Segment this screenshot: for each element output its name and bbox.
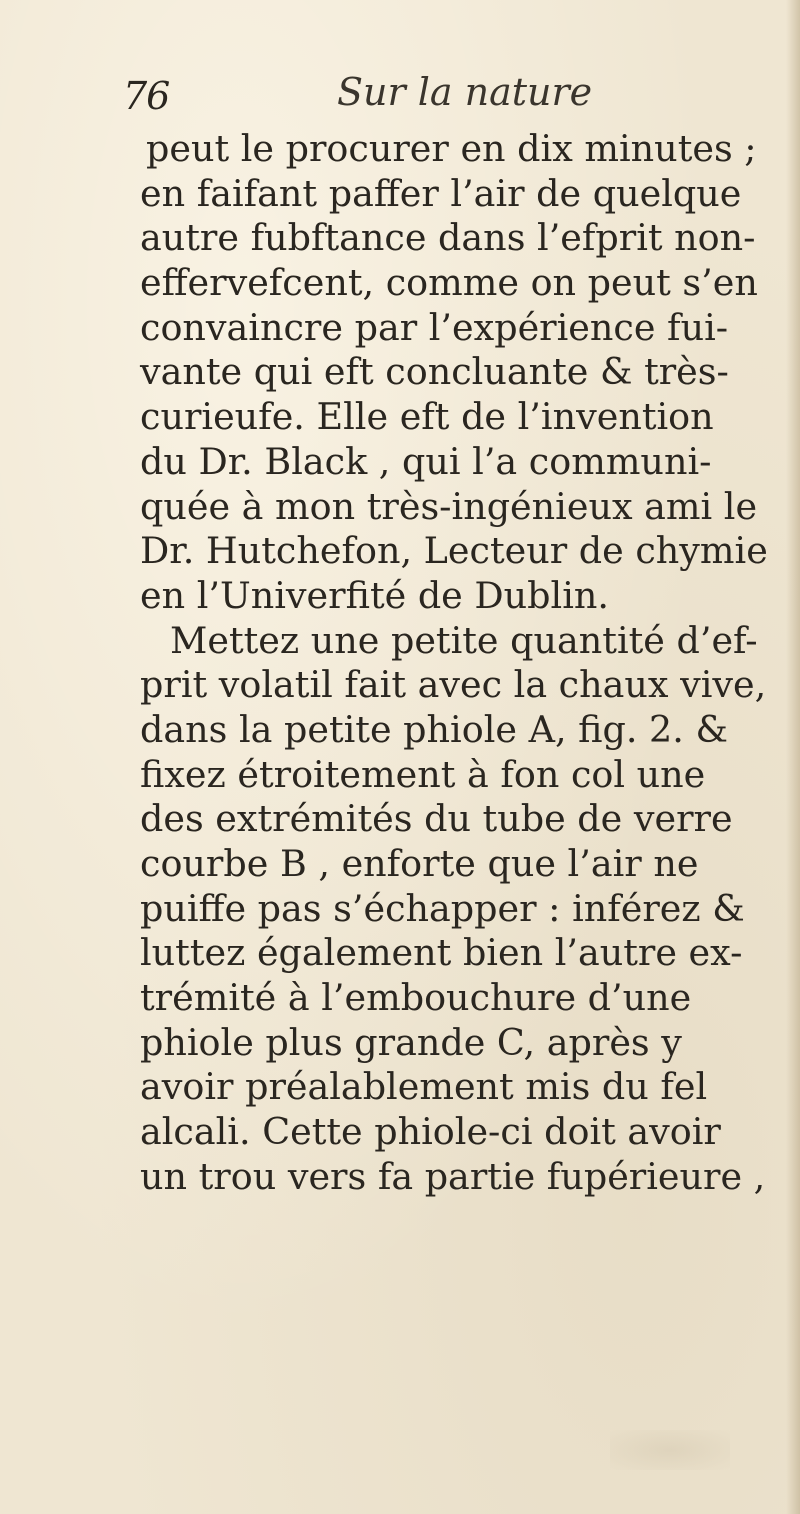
text-line: du Dr. Black , qui l’a communi-: [140, 439, 712, 483]
text-line: quée à mon très-ingénieux ami le: [140, 484, 758, 528]
text-line: luttez également bien l’autre ex-: [140, 931, 743, 975]
text-line: peut le procurer en dix minutes ;: [146, 127, 757, 170]
body-text: [140, 127, 780, 1200]
text-line: autre fubftance dans l’efprit non-: [140, 216, 756, 260]
text-line: vante qui eft concluante & très-: [140, 350, 729, 394]
paper-smudge: [610, 1430, 730, 1470]
text-line: en l’Univerfité de Dublin.: [140, 573, 609, 617]
text-line: courbe B , enforte que l’air ne: [140, 842, 699, 885]
text-line: phiole plus grande C, après y: [140, 1020, 682, 1064]
text-line: un trou vers fa partie fupérieure ,: [140, 1154, 766, 1198]
text-line: effervefcent, comme on peut s’en: [140, 261, 758, 305]
running-title: Sur la nature: [337, 70, 593, 114]
text-line: Dr. Hutchefon, Lecteur de chymie: [140, 529, 768, 573]
text-line: des extrémités du tube de verre: [140, 797, 733, 841]
page-header: [123, 70, 683, 122]
text-line: alcali. Cette phiole-ci doit avoir: [140, 1110, 721, 1154]
text-line: puiffe pas s’échapper : inférez &: [140, 886, 745, 930]
page-number: 76: [123, 74, 170, 118]
text-line: prit volatil fait avec la chaux vive,: [140, 663, 767, 707]
text-line: dans la petite phiole A, fig. 2. &: [140, 707, 728, 751]
text-line: Mettez une petite quantité d’ef-: [170, 618, 758, 662]
text-line: convaincre par l’expérience fui-: [140, 305, 729, 349]
text-line: fixez étroitement à fon col une: [140, 752, 706, 796]
page-edge-shadow: [786, 0, 800, 1514]
text-line: curieufe. Elle eft de l’invention: [140, 395, 714, 439]
text-line: avoir préalablement mis du fel: [140, 1065, 708, 1109]
text-line: en faifant paffer l’air de quelque: [140, 171, 742, 215]
text-line: trémité à l’embouchure d’une: [140, 976, 692, 1020]
